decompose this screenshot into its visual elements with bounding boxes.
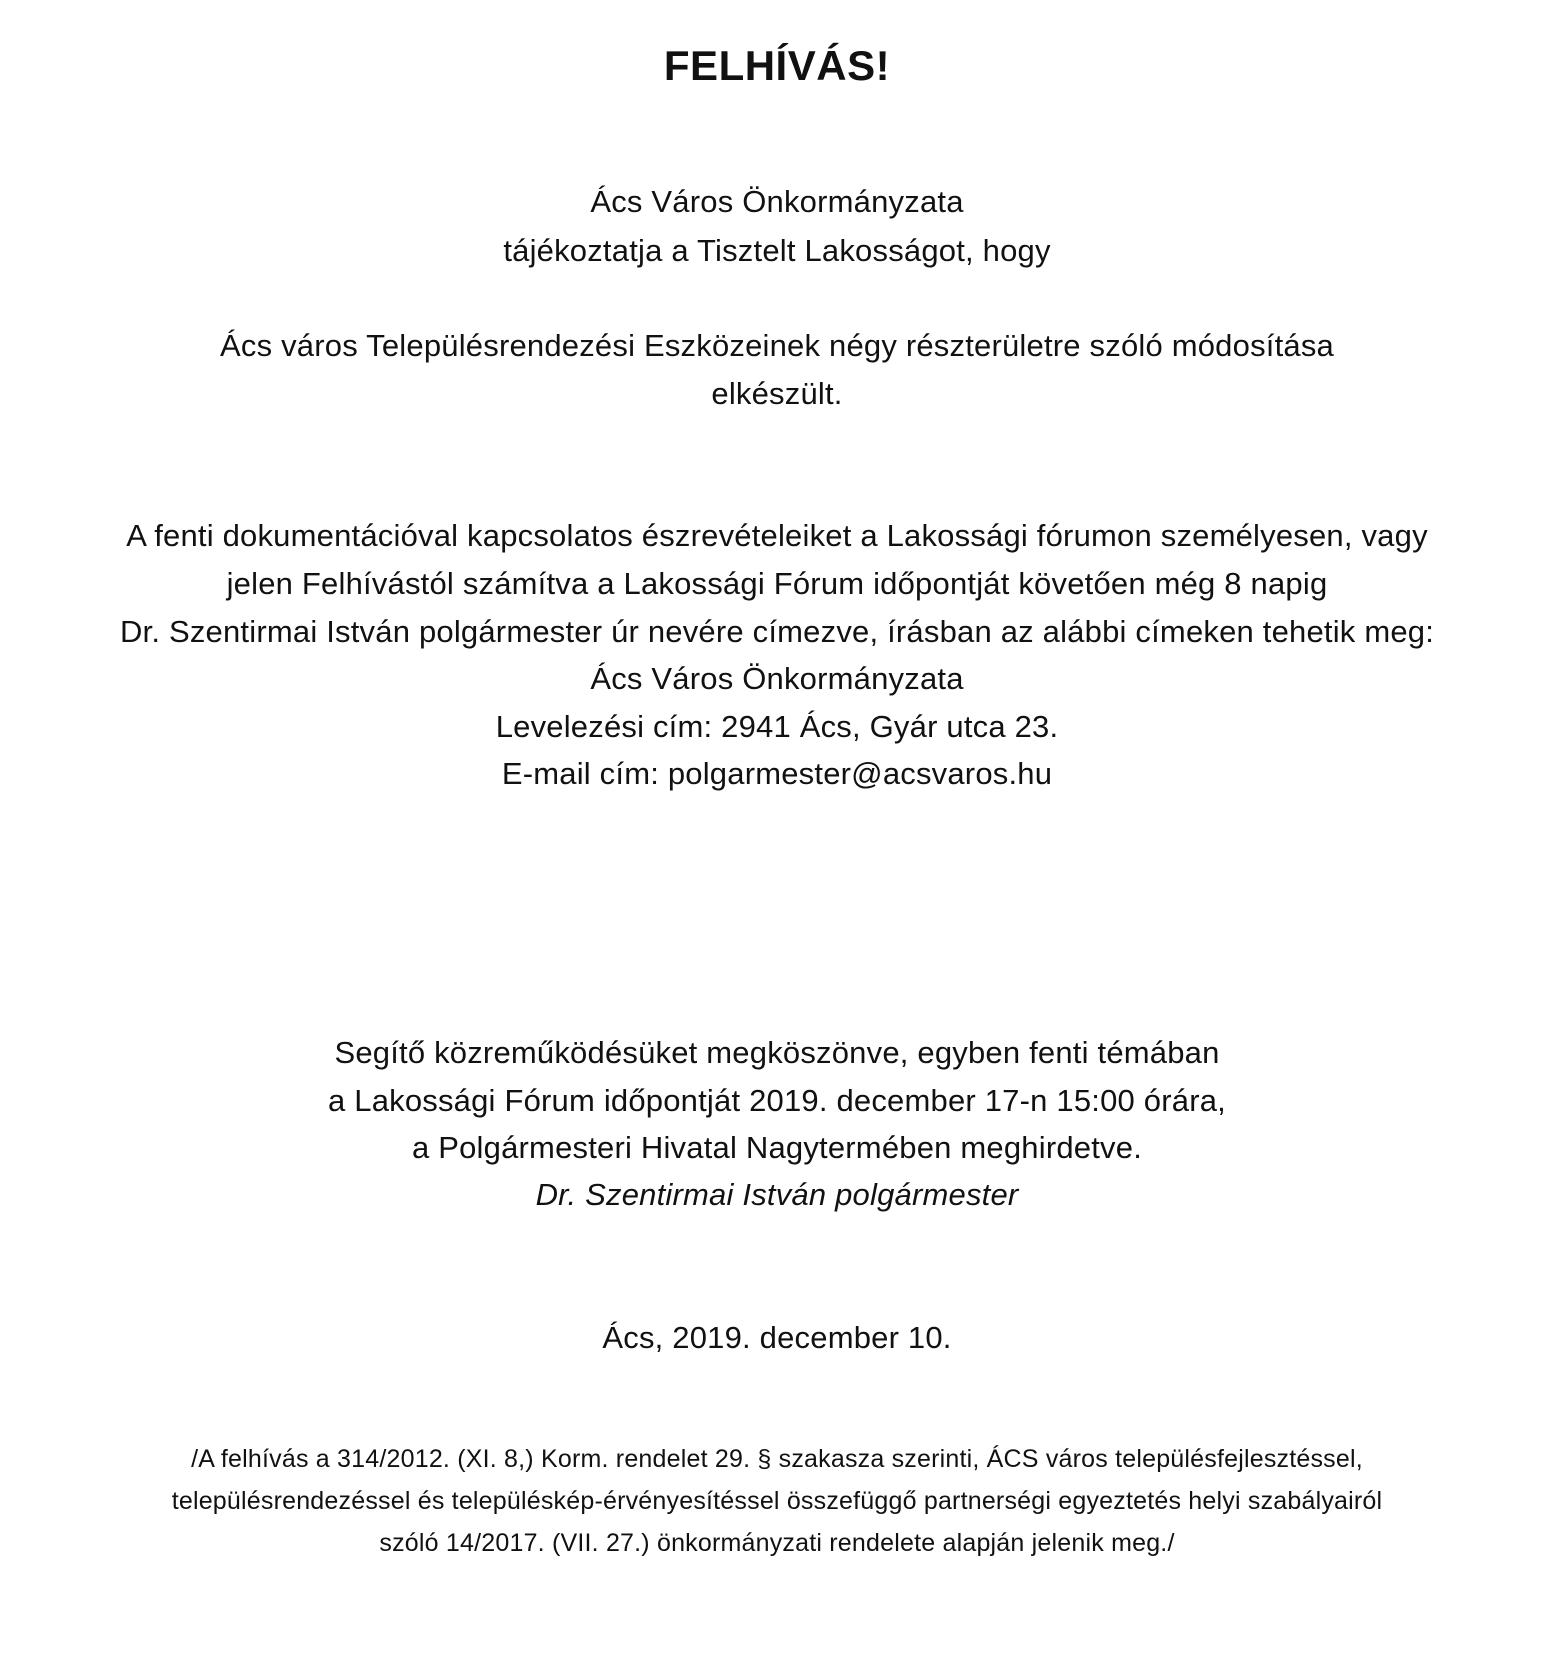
closing-line-2: a Lakossági Fórum időpontját 2019. december 17-n 15:00 órára,	[328, 1083, 1226, 1118]
footnote-line-3: szóló 14/2017. (VII. 27.) önkormányzati rendelete alapján jelenik meg./	[379, 1529, 1175, 1557]
address-postal: Levelezési cím: 2941 Ács, Gyár utca 23.	[495, 709, 1059, 744]
subject-line-2: elkészült.	[711, 376, 843, 411]
notice-date: Ács, 2019. december 10.	[602, 1320, 952, 1355]
signature: Dr. Szentirmai István polgármester	[535, 1177, 1019, 1212]
closing-line-3: a Polgármesteri Hivatal Nagytermében meghirdetve.	[411, 1130, 1143, 1165]
subject-line-1: Ács város Településrendezési Eszközeinek négy részterületre szóló módosítása	[220, 328, 1334, 363]
closing-line-1: Segítő közreműködésüket megköszönve, egyben fenti témában	[334, 1035, 1220, 1070]
footnote-line-2: településrendezéssel és településkép-érvényesítéssel összefüggő partnerségi egyeztetés helyi szabályairól	[171, 1487, 1383, 1515]
intro-line-2: tájékoztatja a Tisztelt Lakosságot, hogy	[503, 233, 1051, 268]
instructions-line-3: Dr. Szentirmai István polgármester úr nevére címezve, írásban az alábbi címeken tehetik meg:	[119, 614, 1435, 649]
address-email: E-mail cím: polgarmester@acsvaros.hu	[501, 756, 1053, 791]
notice-title: FELHÍVÁS!	[663, 42, 891, 89]
intro-line-1: Ács Város Önkormányzata	[590, 184, 964, 219]
instructions-line-2: jelen Felhívástól számítva a Lakossági Fórum időpontját követően még 8 napig	[226, 566, 1328, 601]
instructions-line-1: A fenti dokumentációval kapcsolatos észrevételeiket a Lakossági fórumon személyesen, vagy	[126, 518, 1428, 553]
address-organization: Ács Város Önkormányzata	[590, 661, 964, 696]
footnote-line-1: /A felhívás a 314/2012. (XI. 8,) Korm. rendelet 29. § szakasza szerinti, ÁCS város településfejlesztéssel,	[191, 1445, 1363, 1473]
